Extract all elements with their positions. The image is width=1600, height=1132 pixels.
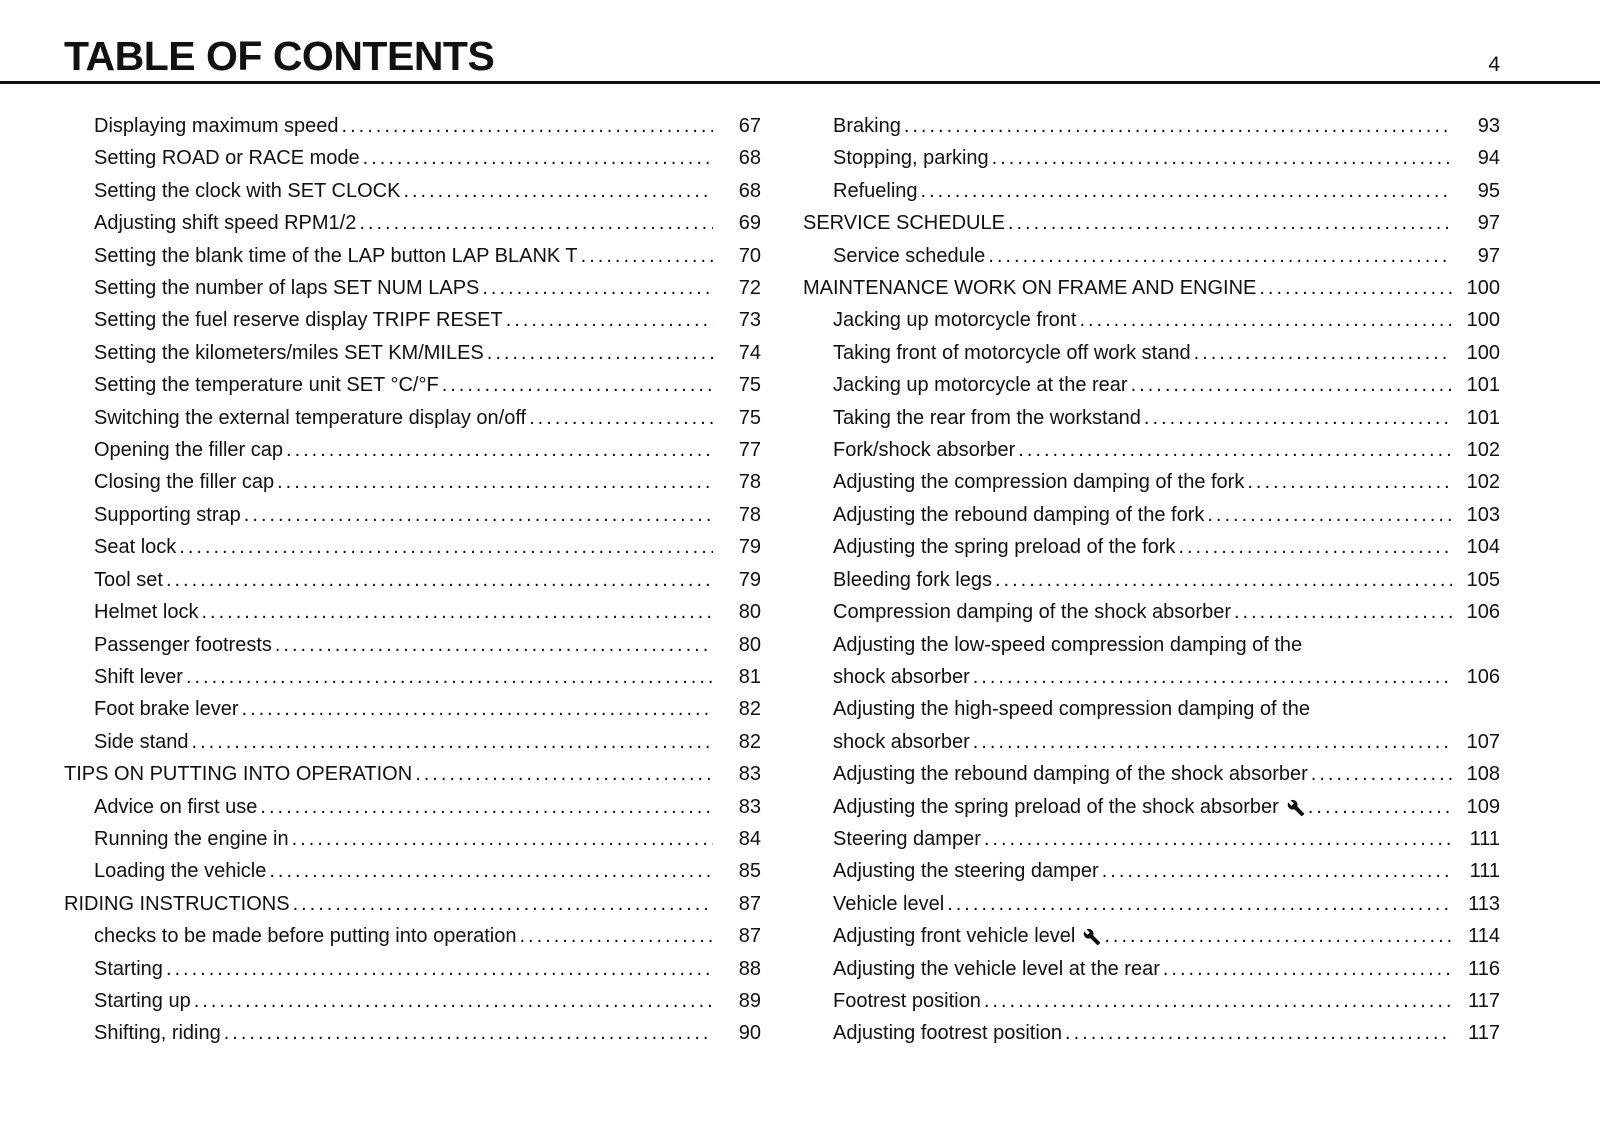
dot-leader bbox=[1008, 207, 1452, 239]
toc-entry-page: 78 bbox=[738, 471, 761, 494]
toc-entry-label: Passenger footrests bbox=[94, 633, 272, 656]
dot-leader bbox=[1144, 402, 1452, 434]
dot-leader bbox=[286, 434, 713, 466]
dot-leader bbox=[359, 207, 713, 239]
dot-leader bbox=[904, 110, 1452, 142]
toc-entry-page: 84 bbox=[738, 827, 761, 850]
page-title: TABLE OF CONTENTS bbox=[64, 33, 495, 79]
toc-entry-page: 70 bbox=[738, 244, 761, 267]
toc-entry-page: 100 bbox=[1466, 341, 1500, 364]
toc-entry bbox=[64, 337, 761, 369]
dot-leader bbox=[1065, 1017, 1452, 1049]
toc-entry-page: 79 bbox=[738, 568, 761, 591]
toc-entry-page: 95 bbox=[1477, 179, 1500, 202]
dot-leader bbox=[242, 693, 713, 725]
toc-entry-label: Shifting, riding bbox=[94, 1022, 221, 1045]
toc-entry-page: 106 bbox=[1466, 601, 1500, 624]
toc-entry bbox=[64, 466, 761, 498]
toc-entry-label: Shift lever bbox=[94, 665, 183, 688]
dot-leader bbox=[194, 985, 713, 1017]
toc-section-entry bbox=[64, 758, 761, 790]
toc-entry bbox=[64, 272, 761, 304]
dot-leader bbox=[947, 888, 1452, 920]
toc-entry-label: Setting ROAD or RACE mode bbox=[94, 147, 360, 170]
toc-entry bbox=[64, 693, 761, 725]
toc-entry bbox=[803, 466, 1500, 498]
toc-entry-page: 77 bbox=[738, 439, 761, 462]
toc-section-entry bbox=[803, 272, 1500, 304]
toc-entry-page: 100 bbox=[1466, 309, 1500, 332]
toc-entry-page: 111 bbox=[1469, 860, 1500, 883]
toc-entry-page: 102 bbox=[1466, 439, 1500, 462]
toc-entry bbox=[803, 920, 1500, 952]
toc-entry bbox=[64, 726, 761, 758]
toc-entry-label: Bleeding fork legs bbox=[833, 568, 992, 591]
toc-entry-label: shock absorber bbox=[833, 730, 970, 753]
toc-entry-page: 85 bbox=[738, 860, 761, 883]
toc-entry-page: 101 bbox=[1466, 406, 1500, 429]
toc-entry bbox=[64, 661, 761, 693]
toc-entry-page: 75 bbox=[738, 374, 761, 397]
toc-entry bbox=[64, 499, 761, 531]
toc-entry bbox=[803, 888, 1500, 920]
toc-entry-page: 108 bbox=[1466, 763, 1500, 786]
dot-leader bbox=[921, 175, 1452, 207]
dot-leader bbox=[1018, 434, 1452, 466]
dot-leader bbox=[166, 953, 713, 985]
toc-entry-label: Side stand bbox=[94, 730, 189, 753]
toc-entry-page: 80 bbox=[738, 601, 761, 624]
toc-entry-label: Adjusting the steering damper bbox=[833, 860, 1099, 883]
toc-entry-label: Adjusting the spring preload of the shock absorber bbox=[833, 795, 1279, 818]
toc-entry-label: Helmet lock bbox=[94, 601, 199, 624]
toc-entry bbox=[64, 531, 761, 563]
toc-entry bbox=[64, 791, 761, 823]
dot-leader bbox=[1131, 369, 1452, 401]
dot-leader bbox=[1163, 953, 1452, 985]
toc-entry-label: Loading the vehicle bbox=[94, 860, 267, 883]
toc-entry-page: 105 bbox=[1466, 568, 1500, 591]
dot-leader bbox=[520, 920, 714, 952]
wrench-icon bbox=[1083, 928, 1101, 946]
toc-entry bbox=[803, 564, 1500, 596]
dot-leader bbox=[260, 791, 713, 823]
toc-entry-page: 78 bbox=[738, 503, 761, 526]
toc-entry-label: Starting bbox=[94, 957, 163, 980]
toc-entry-page: 100 bbox=[1466, 277, 1500, 300]
dot-leader bbox=[581, 240, 713, 272]
dot-leader bbox=[487, 337, 713, 369]
dot-leader bbox=[166, 564, 713, 596]
toc-entry-page: 107 bbox=[1466, 730, 1500, 753]
toc-entry-page: 104 bbox=[1466, 536, 1500, 559]
toc-entry-label: Service schedule bbox=[833, 244, 986, 267]
dot-leader bbox=[275, 629, 713, 661]
toc-entry bbox=[803, 402, 1500, 434]
dot-leader bbox=[984, 985, 1452, 1017]
dot-leader bbox=[415, 758, 713, 790]
dot-leader bbox=[186, 661, 713, 693]
toc-entry-page: 90 bbox=[738, 1022, 761, 1045]
dot-leader bbox=[192, 726, 713, 758]
header bbox=[0, 0, 1600, 81]
toc-entry bbox=[803, 985, 1500, 1017]
toc-entry-label: Taking the rear from the workstand bbox=[833, 406, 1141, 429]
toc-entry-label: Jacking up motorcycle front bbox=[833, 309, 1077, 332]
toc-entry-page: 93 bbox=[1477, 115, 1500, 137]
toc-entry bbox=[64, 402, 761, 434]
dot-leader bbox=[1247, 466, 1452, 498]
toc-entry-label: Setting the blank time of the LAP button LAP BLANK T bbox=[94, 244, 578, 267]
dot-leader bbox=[342, 110, 713, 142]
toc-entry-page: 109 bbox=[1466, 795, 1500, 818]
toc-entry-label: Adjusting the rebound damping of the shock absorber bbox=[833, 763, 1308, 786]
toc-entry-label: Adjusting the vehicle level at the rear bbox=[833, 957, 1160, 980]
toc-entry-page: 102 bbox=[1466, 471, 1500, 494]
toc-entry bbox=[64, 855, 761, 887]
toc-entry-page: 87 bbox=[738, 892, 761, 915]
toc-entry bbox=[64, 1017, 761, 1049]
toc-entry-label: Starting up bbox=[94, 989, 191, 1012]
toc-entry bbox=[803, 337, 1500, 369]
dot-leader bbox=[992, 142, 1452, 174]
dot-leader bbox=[179, 531, 713, 563]
toc-entry-label: Foot brake lever bbox=[94, 698, 239, 721]
dot-leader bbox=[1311, 758, 1452, 790]
toc-entry bbox=[803, 758, 1500, 790]
toc-entry-label: Adjusting front vehicle level bbox=[833, 925, 1076, 948]
dot-leader bbox=[403, 175, 713, 207]
dot-leader bbox=[984, 823, 1452, 855]
toc-entry-label: Supporting strap bbox=[94, 503, 241, 526]
toc-entry-page: 75 bbox=[738, 406, 761, 429]
dot-leader bbox=[1102, 855, 1452, 887]
toc-entry-label: Displaying maximum speed bbox=[94, 115, 339, 137]
toc-entry bbox=[64, 207, 761, 239]
toc-entry-label: Adjusting the rebound damping of the fork bbox=[833, 503, 1205, 526]
toc-entry bbox=[803, 791, 1500, 823]
toc-entry-label: Adjusting the compression damping of the fork bbox=[833, 471, 1245, 494]
toc-entry-label: Setting the kilometers/miles SET KM/MILES bbox=[94, 341, 484, 364]
toc-entry-page: 69 bbox=[738, 212, 761, 235]
toc-entry bbox=[803, 434, 1500, 466]
toc-entry-page: 67 bbox=[738, 115, 761, 137]
toc-entry bbox=[803, 142, 1500, 174]
toc-entry-page: 72 bbox=[738, 277, 761, 300]
dot-leader bbox=[201, 596, 713, 628]
dot-leader bbox=[529, 402, 713, 434]
dot-leader bbox=[1308, 791, 1452, 823]
toc-content bbox=[0, 84, 1600, 1050]
toc-entry-label: Setting the number of laps SET NUM LAPS bbox=[94, 277, 480, 300]
toc-entry bbox=[64, 564, 761, 596]
dot-leader bbox=[1178, 531, 1452, 563]
toc-entry-label: Adjusting the low-speed compression damping of the bbox=[833, 633, 1303, 656]
toc-entry-page: 103 bbox=[1466, 503, 1500, 526]
dot-leader bbox=[269, 855, 713, 887]
toc-entry-page: 68 bbox=[738, 147, 761, 170]
toc-entry-label: Running the engine in bbox=[94, 827, 289, 850]
toc-entry-page: 81 bbox=[738, 665, 761, 688]
toc-entry-page: 80 bbox=[738, 633, 761, 656]
toc-entry-label: Refueling bbox=[833, 179, 918, 202]
dot-leader bbox=[973, 661, 1452, 693]
dot-leader bbox=[1207, 499, 1452, 531]
toc-entry-page: 79 bbox=[738, 536, 761, 559]
toc-entry-label: Setting the temperature unit SET °C/°F bbox=[94, 374, 439, 397]
toc-entry-page: 83 bbox=[738, 763, 761, 786]
dot-leader bbox=[244, 499, 713, 531]
toc-entry bbox=[803, 531, 1500, 563]
toc-entry-label: Seat lock bbox=[94, 536, 177, 559]
toc-entry-label: Braking bbox=[833, 115, 901, 137]
toc-entry-page: 87 bbox=[738, 925, 761, 948]
toc-entry-label: Footrest position bbox=[833, 989, 981, 1012]
toc-entry-page: 83 bbox=[738, 795, 761, 818]
toc-entry-label: Steering damper bbox=[833, 827, 981, 850]
dot-leader bbox=[1079, 304, 1452, 336]
toc-entry-page: 68 bbox=[738, 179, 761, 202]
toc-section-entry bbox=[803, 207, 1500, 239]
dot-leader bbox=[988, 240, 1452, 272]
toc-entry-label: Tool set bbox=[94, 568, 163, 591]
toc-entry-page: 117 bbox=[1468, 989, 1500, 1012]
toc-entry-page: 82 bbox=[738, 730, 761, 753]
toc-entry bbox=[64, 629, 761, 661]
dot-leader bbox=[482, 272, 713, 304]
toc-entry-label: Stopping, parking bbox=[833, 147, 989, 170]
toc-entry-label: Switching the external temperature display on/off bbox=[94, 406, 527, 429]
toc-entry bbox=[64, 304, 761, 336]
dot-leader bbox=[442, 369, 713, 401]
toc-entry bbox=[64, 920, 761, 952]
toc-section-entry bbox=[64, 888, 761, 920]
toc-column-right bbox=[803, 110, 1500, 1050]
toc-entry-label: Setting the clock with SET CLOCK bbox=[94, 179, 401, 202]
toc-entry-label: TIPS ON PUTTING INTO OPERATION bbox=[64, 763, 413, 786]
toc-entry bbox=[803, 823, 1500, 855]
toc-entry bbox=[803, 629, 1500, 694]
toc-column-left bbox=[64, 110, 761, 1050]
toc-entry bbox=[803, 953, 1500, 985]
toc-entry-page: 94 bbox=[1477, 147, 1500, 170]
toc-entry-label: Adjusting the high-speed compression damping of the bbox=[833, 698, 1310, 721]
toc-entry bbox=[803, 693, 1500, 758]
toc-entry bbox=[803, 1017, 1500, 1049]
toc-entry bbox=[803, 596, 1500, 628]
toc-entry-page: 113 bbox=[1468, 892, 1500, 915]
toc-entry bbox=[64, 142, 761, 174]
toc-entry-page: 82 bbox=[738, 698, 761, 721]
toc-entry-page: 89 bbox=[738, 989, 761, 1012]
toc-entry-page: 101 bbox=[1466, 374, 1500, 397]
toc-entry bbox=[803, 369, 1500, 401]
toc-entry bbox=[803, 240, 1500, 272]
dot-leader bbox=[1234, 596, 1452, 628]
dot-leader bbox=[1194, 337, 1452, 369]
toc-entry bbox=[803, 110, 1500, 142]
toc-entry bbox=[64, 434, 761, 466]
toc-entry-label: Fork/shock absorber bbox=[833, 439, 1016, 462]
toc-entry bbox=[803, 175, 1500, 207]
toc-entry-label: Adjusting shift speed RPM1/2 bbox=[94, 212, 357, 235]
dot-leader bbox=[973, 726, 1452, 758]
page-number: 4 bbox=[1488, 53, 1500, 76]
dot-leader bbox=[995, 564, 1452, 596]
toc-entry-page: 117 bbox=[1468, 1022, 1500, 1045]
toc-entry-label: Advice on first use bbox=[94, 795, 258, 818]
toc-entry-label: Compression damping of the shock absorber bbox=[833, 601, 1231, 624]
toc-entry-label: SERVICE SCHEDULE bbox=[803, 212, 1005, 235]
toc-entry-page: 97 bbox=[1477, 212, 1500, 235]
toc-entry bbox=[64, 240, 761, 272]
wrench-icon bbox=[1287, 799, 1305, 817]
toc-entry-label: MAINTENANCE WORK ON FRAME AND ENGINE bbox=[803, 277, 1257, 300]
toc-entry-label: Vehicle level bbox=[833, 892, 945, 915]
toc-entry-label: Adjusting footrest position bbox=[833, 1022, 1063, 1045]
toc-entry-page: 88 bbox=[738, 957, 761, 980]
toc-entry-page: 97 bbox=[1477, 244, 1500, 267]
toc-entry-label: shock absorber bbox=[833, 665, 970, 688]
toc-entry-label: checks to be made before putting into operation bbox=[94, 925, 517, 948]
toc-entry-label: Setting the fuel reserve display TRIPF RESET bbox=[94, 309, 503, 332]
dot-leader bbox=[1104, 920, 1452, 952]
dot-leader bbox=[506, 304, 713, 336]
toc-entry bbox=[64, 369, 761, 401]
toc-entry bbox=[64, 953, 761, 985]
toc-entry-label: Opening the filler cap bbox=[94, 439, 284, 462]
toc-entry-page: 116 bbox=[1468, 957, 1500, 980]
toc-entry-label: RIDING INSTRUCTIONS bbox=[64, 892, 290, 915]
toc-entry-page: 111 bbox=[1469, 827, 1500, 850]
dot-leader bbox=[293, 888, 713, 920]
toc-entry-page: 114 bbox=[1468, 925, 1500, 948]
toc-entry-page: 106 bbox=[1466, 665, 1500, 688]
dot-leader bbox=[1259, 272, 1452, 304]
toc-entry-label: Taking front of motorcycle off work stand bbox=[833, 341, 1191, 364]
toc-entry-label: Closing the filler cap bbox=[94, 471, 275, 494]
toc-entry-page: 74 bbox=[738, 341, 761, 364]
toc-entry-label: Jacking up motorcycle at the rear bbox=[833, 374, 1128, 397]
dot-leader bbox=[277, 466, 713, 498]
toc-entry bbox=[803, 855, 1500, 887]
toc-entry-label: Adjusting the spring preload of the fork bbox=[833, 536, 1176, 559]
dot-leader bbox=[292, 823, 713, 855]
toc-entry bbox=[64, 985, 761, 1017]
toc-entry bbox=[64, 175, 761, 207]
toc-entry bbox=[803, 499, 1500, 531]
toc-entry bbox=[803, 304, 1500, 336]
dot-leader bbox=[224, 1017, 713, 1049]
toc-entry bbox=[64, 823, 761, 855]
toc-entry-page: 73 bbox=[738, 309, 761, 332]
dot-leader bbox=[363, 142, 713, 174]
toc-entry bbox=[64, 110, 761, 142]
toc-entry bbox=[64, 596, 761, 628]
